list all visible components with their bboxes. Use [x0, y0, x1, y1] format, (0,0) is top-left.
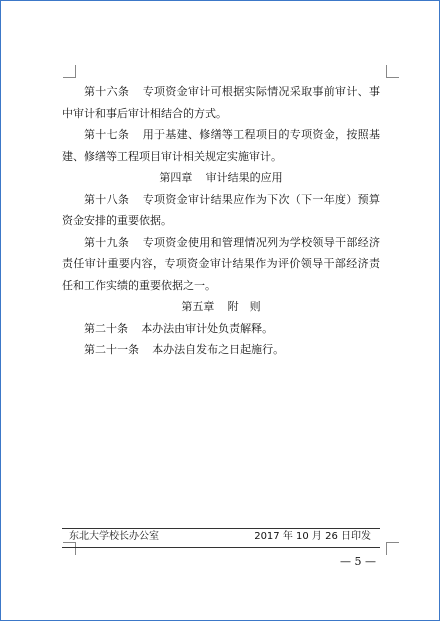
- article-number: 第二十一条: [84, 343, 139, 356]
- crop-mark-top-right: [386, 65, 399, 78]
- article-21: [62, 339, 380, 361]
- article-16: [62, 81, 380, 124]
- footer: [69, 530, 371, 544]
- chapter-title: 审计结果的应用: [205, 171, 283, 184]
- article-text: 专项资金审计可根据实际情况采取事前审计、事中审计和事后审计相结合的方式。: [62, 85, 380, 120]
- article-text: 本办法由审计处负责解释。: [141, 321, 274, 335]
- article-text: 用于基建、修缮等工程项目的专项资金，按照基建、修缮等工程项目审计相关规定实施审计。: [62, 128, 380, 163]
- article-number: 第十九条: [84, 235, 130, 249]
- article-text: 专项资金审计结果应作为下次（下一年度）预算资金安排的重要依据。: [62, 192, 380, 227]
- chapter-number: 第四章: [159, 171, 193, 184]
- chapter-4-heading: [62, 167, 380, 189]
- article-18: [62, 189, 380, 232]
- article-19: [62, 232, 380, 297]
- chapter-5-heading: [62, 296, 380, 318]
- page-number: — 5 —: [340, 555, 376, 568]
- footer-rule-bottom: [62, 547, 380, 548]
- article-number: 第十八条: [84, 192, 130, 206]
- crop-mark-top-left: [63, 65, 76, 78]
- article-text: 本办法自发布之日起施行。: [152, 343, 285, 356]
- chapter-title: 附 则: [227, 300, 261, 313]
- footer-issuer: 东北大学校长办公室: [69, 531, 159, 542]
- chapter-number: 第五章: [181, 300, 215, 313]
- article-20: [62, 318, 380, 340]
- footer-date: 2017 年 10 月 26 日印发: [254, 531, 371, 542]
- article-text: 专项资金使用和管理情况列为学校领导干部经济责任审计重要内容，专项资金审计结果作为评价领导干部经济责任和工作实绩的重要依据之一。: [62, 235, 380, 292]
- article-number: 第二十条: [84, 321, 128, 335]
- article-number: 第十七条: [84, 128, 130, 141]
- article-17: [62, 124, 380, 167]
- footer-rule-top: [62, 528, 380, 529]
- document-body: [62, 81, 380, 361]
- article-number: 第十六条: [84, 85, 130, 98]
- crop-mark-bottom-right: [386, 542, 399, 555]
